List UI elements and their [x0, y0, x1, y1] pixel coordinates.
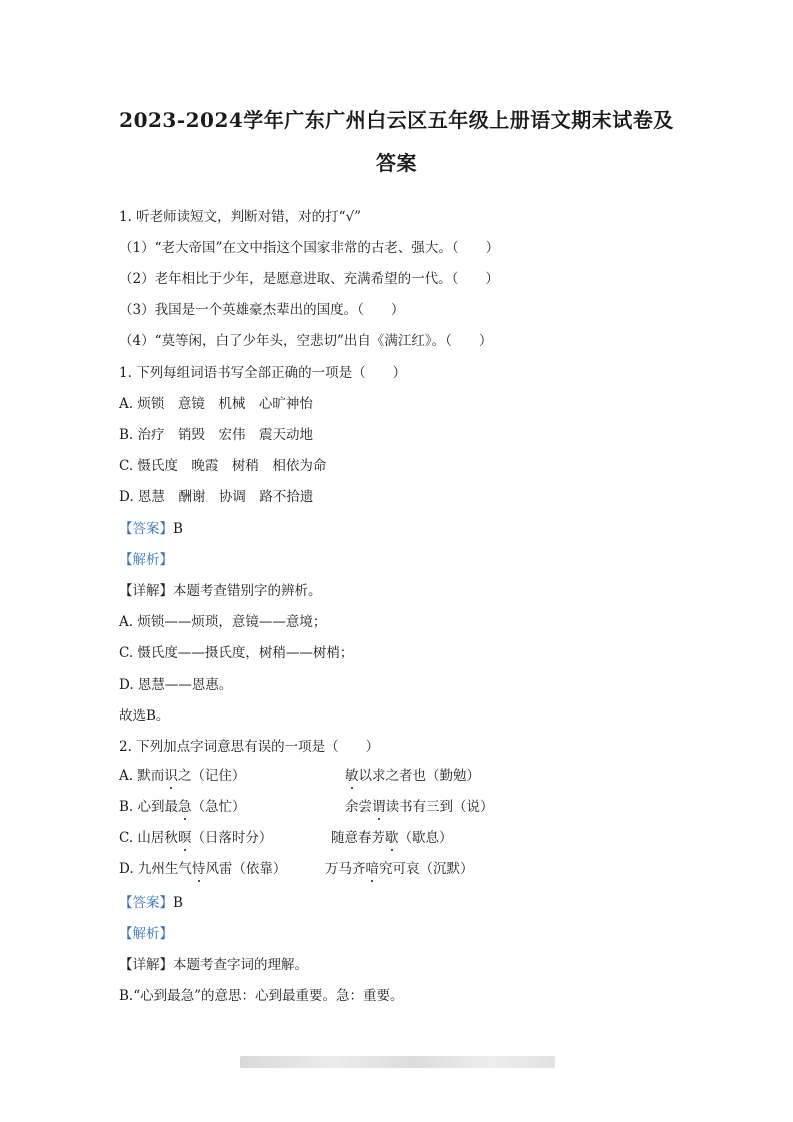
- q3-stem: 2. 下列加点字词意思有误的一项是（ ）: [119, 739, 380, 755]
- q2-option-b: B. 治疗 销毁 宏伟 震天动地: [119, 427, 314, 443]
- q2-explanation-a: A. 烦锁——烦琐，意镜——意境；: [119, 614, 327, 630]
- q2-detail: [119, 582, 322, 600]
- answer-tag: 【答案】: [119, 521, 173, 537]
- q2-option-a: A. 烦锁 意镜 机械 心旷神怡: [119, 396, 313, 412]
- q1-item-3: （3）我国是一个英雄豪杰辈出的国度。（ ）: [119, 302, 405, 318]
- dotted-char: 暝: [177, 830, 192, 846]
- q3-analysis: 【解析】: [119, 926, 173, 942]
- q3-answer: [119, 894, 183, 912]
- q1-item-4: （4）“莫等闲，白了少年头，空悲切”出自《满江红》。（ ）: [119, 333, 493, 349]
- dotted-char: 谓: [372, 799, 386, 815]
- q2-answer: [119, 520, 183, 538]
- q2-option-c: C. 慑氏度 晚霞 树稍 相依为命: [119, 458, 327, 474]
- detail-tag: 【详解】: [119, 957, 173, 973]
- detail-tag: 【详解】: [119, 583, 173, 599]
- q2-option-d: D. 恩慧 酬谢 协调 路不拾遗: [119, 489, 314, 505]
- q3-option-d: D. 九州生气恃风雷（依靠） 万马齐喑究可哀（沉默）: [119, 861, 474, 877]
- q2-analysis: 【解析】: [119, 552, 173, 568]
- answer-tag: 【答案】: [119, 895, 173, 911]
- q3-option-a: A. 默而识之（记住） 敏以求之者也（勤勉）: [119, 768, 480, 784]
- dotted-char: 喑: [365, 861, 379, 877]
- q1-item-2: （2）老年相比于少年，是愿意进取、充满希望的一代。（ ）: [119, 271, 499, 287]
- q2-explanation-c: C. 慑氏度——摄氏度，树稍——树梢；: [119, 645, 354, 661]
- dotted-char: 歇: [385, 830, 399, 846]
- dotted-char: 恃: [191, 861, 206, 877]
- q3-detail: [119, 956, 308, 974]
- document-title-line1: 2023-2024学年广东广州白云区五年级上册语文期末试卷及: [119, 108, 674, 132]
- footer-watermark-bar: [240, 1056, 555, 1068]
- q2-conclusion: 故选B。: [119, 708, 170, 724]
- detail-text: 本题考查字词的理解。: [173, 957, 308, 973]
- dotted-char: 急: [178, 799, 192, 815]
- answer-value: B: [173, 895, 183, 911]
- document-title-line2: 答案: [376, 151, 417, 175]
- q3-option-c: C. 山居秋暝（日落时分） 随意春芳歇（歇息）: [119, 830, 453, 846]
- q1-stem: 1. 听老师读短文，判断对错，对的打“√”: [119, 209, 362, 225]
- q2-stem: 1. 下列每组词语书写全部正确的一项是（ ）: [119, 365, 407, 381]
- detail-text: 本题考查错别字的辨析。: [173, 583, 322, 599]
- q1-item-1: （1）“老大帝国”在文中指这个国家非常的古老、强大。（ ）: [119, 240, 500, 256]
- q3-explanation: B.“心到最急”的意思：心到最重要。急：重要。: [119, 988, 404, 1004]
- dotted-char: 识: [164, 768, 178, 784]
- answer-value: B: [173, 521, 183, 537]
- dotted-char: 敏: [345, 768, 359, 784]
- q3-option-b: B. 心到最急（急忙） 余尝谓读书有三到（说）: [119, 799, 494, 815]
- q2-explanation-d: D. 恩慧——恩惠。: [119, 677, 233, 693]
